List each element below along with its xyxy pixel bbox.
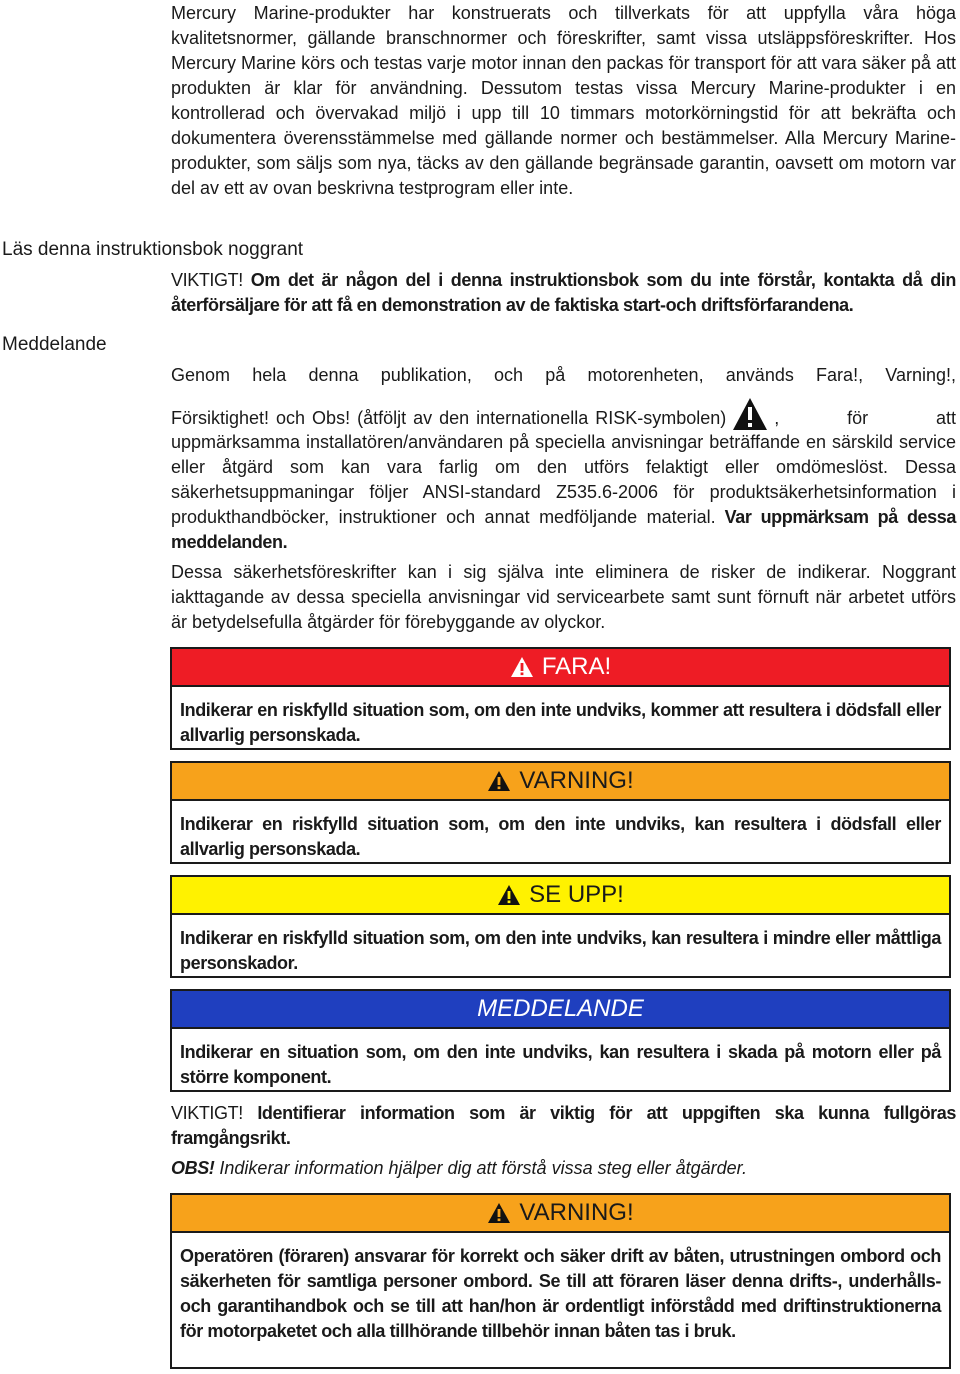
notice-paragraph-2: Dessa säkerhetsföreskrifter kan i sig själva inte eliminera de risker de indikerar. Noggrant iakttagande av dessa speciella anvisningar vid servicearbete samt sunt förnuft när arbetet utförs är betydelsefulla åtgärder för förebyggande av olyckor. — [171, 562, 956, 632]
caution-box — [170, 875, 951, 978]
notice-line-2-end: , för att — [774, 408, 956, 428]
notice-line-2-start: Försiktighet! och Obs! (åtföljt av den internationella RISK-symbolen) — [171, 408, 727, 428]
danger-header — [172, 649, 949, 687]
final-warning-header — [172, 1195, 949, 1233]
notice-line-1: Genom hela denna publikation, och på motorenheten, används Fara!, Varning!, — [171, 365, 956, 385]
caution-header — [172, 877, 949, 915]
notice-box-title: MEDDELANDE — [477, 995, 644, 1022]
obs-label: OBS! — [171, 1158, 215, 1178]
notice-line-2 — [171, 397, 956, 431]
final-warning-title: VARNING! — [519, 1199, 634, 1226]
caution-title: SE UPP! — [529, 881, 624, 908]
important-text: Om det är någon del i denna instruktionsbok som du inte förstår, kontakta då din återförsäljare för att få en demonstration av de faktiska start-och driftsförfarandena. — [171, 270, 956, 315]
important-text-2: Identifierar information som är viktig för att uppgiften ska kunna fullgöras framgångsrikt. — [171, 1103, 956, 1148]
risk-symbol-icon — [732, 397, 768, 431]
section-heading-read-manual: Läs denna instruktionsbok noggrant — [2, 239, 304, 260]
final-warning-box — [170, 1193, 951, 1369]
danger-box — [170, 647, 951, 750]
final-warning-text: Operatören (föraren) ansvarar för korrekt och säker drift av båten, utrustningen ombord och säkerheten för samtliga personer ombord. Se till att föraren läser denna drifts-, underhålls- och garantihandbok och se till att han/hon är ordentligt införstådd med driftinstruktionerna för motorpaketet och alla tillhörande tillbehör innan båten tas i bruk. — [180, 1246, 941, 1341]
obs-note — [171, 1156, 956, 1181]
warning-header — [172, 763, 949, 801]
caution-text: Indikerar en riskfylld situation som, om den inte undviks, kan resultera i mindre eller måttliga personskador. — [180, 928, 941, 973]
notice-box — [170, 989, 951, 1092]
intro-paragraph: Mercury Marine-produkter har konstruerats och tillverkats för att uppfylla våra höga kvalitetsnormer, gällande branschnormer och föreskrifter, samt vissa utsläppsföreskrifter. Hos Mercury Marine körs och testas varje motor innan den packas för transport för att vara säker på att produkten är klar för användning. Dessutom testas vissa Mercury Marine-produkter i en kontrollerad och övervakad miljö i upp till 10 timmars motorkörningstid för att bekräfta och dokumentera överensstämmelse med gällande normer och bestämmelser. Alla Mercury Marine-produkter, som säljs som nya, täcks av den gällande begränsade garantin, oavsett om motorn var del av ett av ovan beskrivna testprogram eller inte. — [171, 3, 956, 198]
warning-triangle-icon — [487, 770, 511, 792]
warning-box — [170, 761, 951, 864]
important-label: VIKTIGT! — [171, 270, 243, 290]
warning-triangle-icon — [487, 1202, 511, 1224]
warning-triangle-icon — [510, 656, 534, 678]
notice-box-text: Indikerar en situation som, om den inte undviks, kan resultera i skada på motorn eller på större komponent. — [180, 1042, 941, 1087]
important-label-2: VIKTIGT! — [171, 1103, 243, 1123]
notice-header — [172, 991, 949, 1029]
warning-triangle-icon — [497, 884, 521, 906]
important-note — [171, 268, 956, 318]
danger-title: FARA! — [541, 653, 612, 680]
notice-paragraph — [171, 430, 956, 555]
notice-rest: uppmärksamma installatören/användaren på speciella anvisningar beträffande en särskild service eller åtgärd som kan vara farlig om den utförs felaktigt eller omdömeslöst. Dessa säkerhetsuppmaningar följer ANSI-standard Z535.6-2006 för produktsäkerhetsinformation i produkthandböcker, instruktioner och annat medföljande material. — [171, 432, 956, 527]
notice-bold-end: Var uppmärksam på dessa meddelanden. — [171, 507, 956, 552]
warning-title: VARNING! — [519, 767, 634, 794]
danger-text: Indikerar en riskfylld situation som, om den inte undviks, kommer att resultera i dödsfall eller allvarlig personskada. — [180, 700, 941, 745]
section-heading-notice: Meddelande — [2, 334, 107, 355]
important-note-2 — [171, 1101, 956, 1151]
warning-text: Indikerar en riskfylld situation som, om den inte undviks, kan resultera i dödsfall eller allvarlig personskada. — [180, 814, 941, 859]
obs-text: Indikerar information hjälper dig att förstå vissa steg eller åtgärder. — [214, 1158, 747, 1178]
